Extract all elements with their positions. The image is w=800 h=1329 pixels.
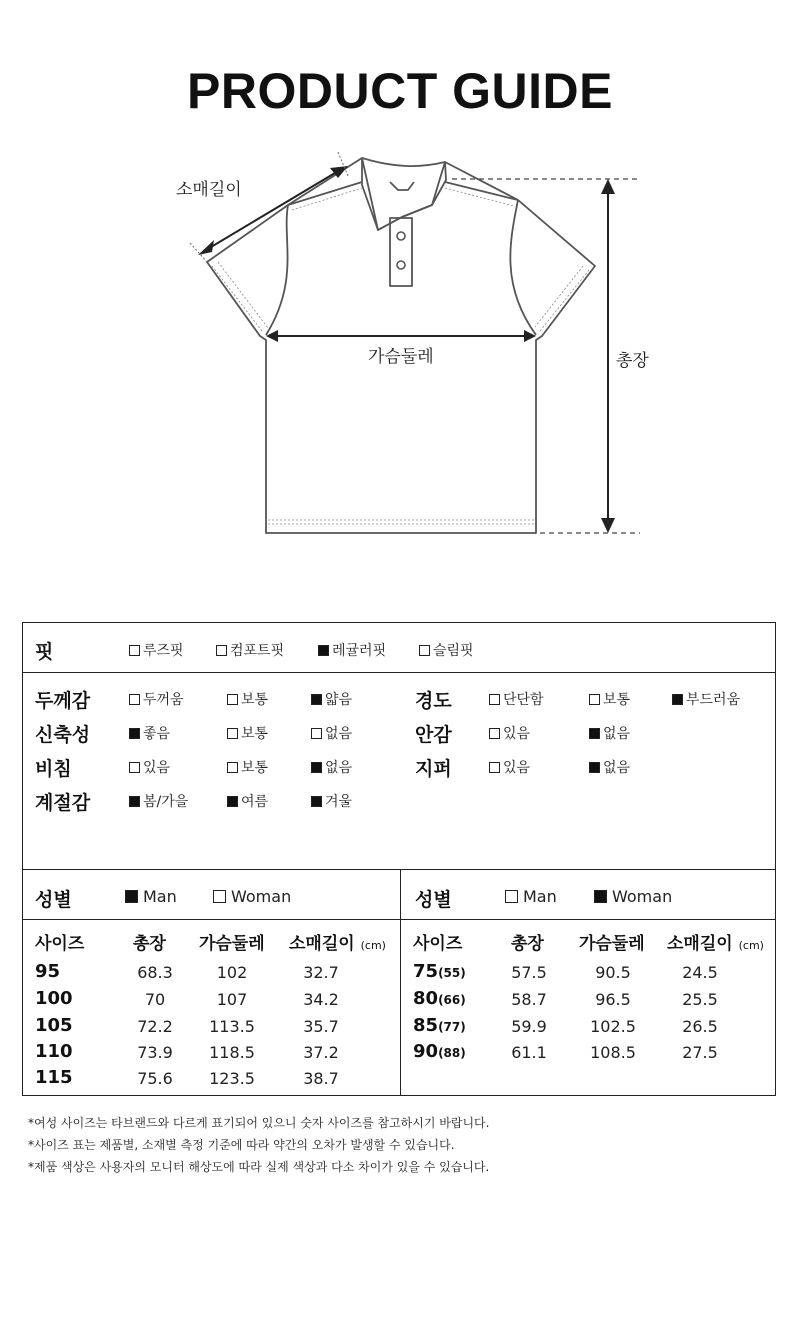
transparency-label: 비침: [35, 758, 72, 780]
thickness-option[interactable]: 얇음: [311, 689, 352, 709]
women-header-size: 사이즈: [413, 934, 463, 954]
sleeve-length-label: 소매길이: [176, 180, 242, 200]
checkbox-icon: [419, 645, 430, 656]
table-row-size: 80(66): [413, 988, 466, 1009]
elasticity-option[interactable]: 보통: [227, 723, 268, 743]
table-row-size: 100: [35, 988, 73, 1009]
collar-notch: [390, 182, 414, 190]
product-guide-table: 핏 루즈핏 컴포트핏 레귤러핏 슬림핏 두께감 두꺼움 보통 얇음 신축성 좋음 보통 없음 비침 있음 보통 없음 계절감 봄/가을 여름 겨울 경도 단단함 보통 부드러움 안감 있음 없음 지퍼 있음 없음 성별 Man Woman 성별 Man Woman 사이즈 총장 가슴둘레 소매길이 (cm) 사이즈 총장 가슴둘레 소매길이 (cm) 95 68.3 102 32.7 100 70 107 34.2 105 72.2 113.5 35.7 110 73.9 118.5 37.2 115 75.6 123.5 38.7 75(55) 57.5 90.5 24.5 80(66) 58.7 96.5 25.5 85(77) 59.9 102.5 26.5 90(88) 61.1 108.5 27.5: [22, 622, 776, 1096]
season-option[interactable]: 여름: [227, 791, 268, 811]
season-option[interactable]: 봄/가을: [129, 791, 188, 811]
table-row-size: 115: [35, 1067, 73, 1088]
size-notes: [28, 1112, 489, 1178]
button-top: [397, 232, 405, 240]
men-gender-option-woman[interactable]: Woman: [213, 887, 291, 906]
hardness-option[interactable]: 부드러움: [672, 689, 740, 709]
hardness-option[interactable]: 보통: [589, 689, 630, 709]
table-row-size: 105: [35, 1015, 73, 1036]
season-label: 계절감: [35, 792, 91, 814]
table-row-size: 110: [35, 1041, 73, 1062]
elasticity-option[interactable]: 좋음: [129, 723, 170, 743]
women-gender-label: 성별: [415, 889, 452, 911]
men-header-chest: 가슴둘레: [199, 934, 265, 954]
thickness-option[interactable]: 보통: [227, 689, 268, 709]
thickness-label: 두께감: [35, 690, 91, 712]
zipper-label: 지퍼: [415, 758, 452, 780]
note-line: *여성 사이즈는 타브랜드와 다르게 표기되어 있으니 숫자 사이즈를 참고하시기 바랍니다.: [28, 1116, 490, 1130]
men-header-size: 사이즈: [35, 934, 85, 954]
hardness-label: 경도: [415, 690, 452, 712]
transparency-option[interactable]: 보통: [227, 757, 268, 777]
button-bottom: [397, 261, 405, 269]
zipper-option[interactable]: 없음: [589, 757, 630, 777]
table-row-size: 95: [35, 961, 61, 982]
fit-option-loose[interactable]: 루즈핏: [129, 640, 184, 660]
lining-option[interactable]: 없음: [589, 723, 630, 743]
elasticity-label: 신축성: [35, 724, 91, 746]
season-option[interactable]: 겨울: [311, 791, 352, 811]
lining-label: 안감: [415, 724, 452, 746]
men-header-length: 총장: [133, 934, 166, 954]
transparency-option[interactable]: 없음: [311, 757, 352, 777]
table-row-size: 90(88): [413, 1041, 466, 1062]
men-header-sleeve: 소매길이 (cm): [289, 934, 386, 954]
fit-option-regular[interactable]: 레귤러핏: [318, 640, 386, 660]
zipper-option[interactable]: 있음: [489, 757, 530, 777]
transparency-option[interactable]: 있음: [129, 757, 170, 777]
page-title: PRODUCT GUIDE: [187, 63, 613, 119]
note-line: *사이즈 표는 제품별, 소재별 측정 기준에 따라 약간의 오차가 발생할 수 있습니다.: [28, 1138, 455, 1152]
women-header-chest: 가슴둘레: [579, 934, 645, 954]
right-armhole: [510, 200, 536, 335]
thickness-option[interactable]: 두꺼움: [129, 689, 184, 709]
checkbox-checked-icon: [318, 645, 329, 656]
fit-option-comfort[interactable]: 컴포트핏: [216, 640, 284, 660]
checkbox-icon: [216, 645, 227, 656]
total-length-label: 총장: [616, 351, 649, 371]
women-header-length: 총장: [511, 934, 544, 954]
placket: [390, 218, 412, 286]
total-length-arrow: [601, 179, 615, 533]
checkbox-icon: [129, 645, 140, 656]
fit-option-slim[interactable]: 슬림핏: [419, 640, 474, 660]
elasticity-option[interactable]: 없음: [311, 723, 352, 743]
women-gender-option-man[interactable]: Man: [505, 887, 557, 906]
chest-width-label: 가슴둘레: [368, 347, 434, 367]
lining-option[interactable]: 있음: [489, 723, 530, 743]
hardness-option[interactable]: 단단함: [489, 689, 544, 709]
table-row-size: 75(55): [413, 961, 466, 982]
collar-left-flap: [362, 158, 402, 230]
table-row-size: 85(77): [413, 1015, 466, 1036]
collar: [362, 158, 446, 230]
men-gender-label: 성별: [35, 889, 72, 911]
left-armhole: [266, 205, 288, 335]
women-gender-option-woman[interactable]: Woman: [594, 887, 672, 906]
fit-label: 핏: [35, 641, 54, 663]
note-line: *제품 색상은 사용자의 모니터 해상도에 따라 실제 색상과 다소 차이가 있을 수 있습니다.: [28, 1160, 490, 1174]
women-header-sleeve: 소매길이 (cm): [667, 934, 764, 954]
chest-width-arrow: [266, 330, 536, 342]
men-gender-option-man[interactable]: Man: [125, 887, 177, 906]
